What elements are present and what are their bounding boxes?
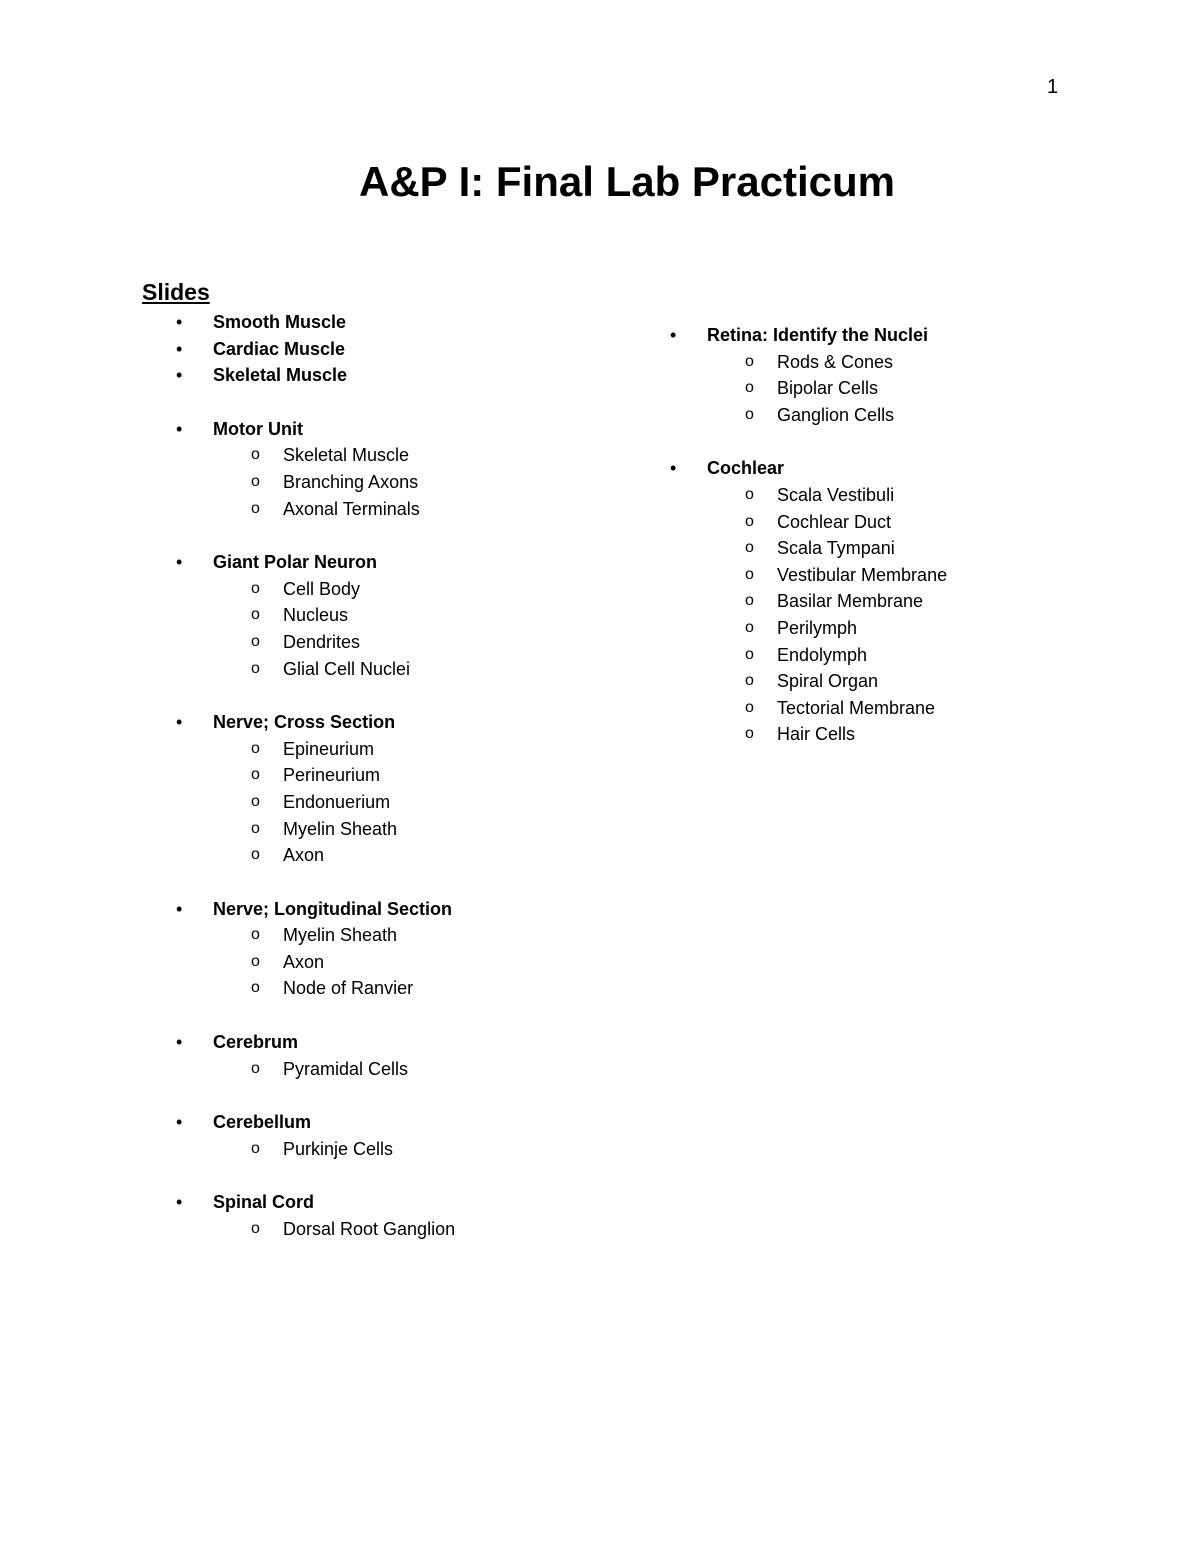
list-item-label: Cerebellum xyxy=(213,1112,312,1133)
bullet-icon: • xyxy=(176,1112,183,1133)
sub-list-item-tectorial-membrane xyxy=(666,695,947,722)
list-spacer xyxy=(666,428,947,455)
sub-list-item-purkinje-cells xyxy=(172,1136,455,1163)
sub-list-item-myelin-sheath xyxy=(172,922,455,949)
sub-list-item-label: Nucleus xyxy=(283,605,349,626)
list-item-label: Nerve; Cross Section xyxy=(213,712,396,733)
bullet-icon: • xyxy=(670,458,677,479)
sub-list-item-label: Dendrites xyxy=(283,631,361,652)
sub-bullet-icon: o xyxy=(745,352,754,370)
sub-list-item-epineurium xyxy=(172,736,455,763)
sub-list-item-label: Rods & Cones xyxy=(777,351,894,372)
sub-list-item-perilymph xyxy=(666,615,947,642)
list-spacer xyxy=(172,389,455,416)
sub-bullet-icon: o xyxy=(251,579,260,597)
sub-bullet-icon: o xyxy=(745,592,754,610)
sub-list-item-endonuerium xyxy=(172,789,455,816)
bullet-icon: • xyxy=(176,898,183,919)
list-item-motor-unit xyxy=(172,416,455,443)
sub-bullet-icon: o xyxy=(251,846,260,864)
list-item-nerve-cross-section xyxy=(172,709,455,736)
sub-list-item-perineurium xyxy=(172,762,455,789)
list-item-label: Cochlear xyxy=(707,458,785,479)
list-item-giant-polar-neuron xyxy=(172,549,455,576)
list-item-skeletal-muscle xyxy=(172,362,455,389)
sub-list-item-label: Axonal Terminals xyxy=(283,498,420,519)
sub-list-item-scala-vestibuli xyxy=(666,482,947,509)
sub-list-item-label: Skeletal Muscle xyxy=(283,445,410,466)
sub-bullet-icon: o xyxy=(745,539,754,557)
sub-bullet-icon: o xyxy=(251,472,260,490)
right-column-list xyxy=(666,322,947,748)
sub-bullet-icon: o xyxy=(745,565,754,583)
list-spacer xyxy=(172,1002,455,1029)
sub-list-item-label: Perineurium xyxy=(283,765,381,786)
sub-list-item-label: Branching Axons xyxy=(283,471,419,492)
sub-list-item-label: Myelin Sheath xyxy=(283,818,398,839)
sub-list-item-label: Scala Vestibuli xyxy=(777,484,895,505)
sub-list-item-spiral-organ xyxy=(666,668,947,695)
sub-list-item-label: Purkinje Cells xyxy=(283,1138,394,1159)
sub-list-item-vestibular-membrane xyxy=(666,562,947,589)
sub-list-item-label: Basilar Membrane xyxy=(777,591,924,612)
sub-bullet-icon: o xyxy=(745,405,754,423)
sub-list-item-node-of-ranvier xyxy=(172,975,455,1002)
sub-bullet-icon: o xyxy=(745,698,754,716)
sub-list-item-scala-tympani xyxy=(666,535,947,562)
sub-list-item-label: Cell Body xyxy=(283,578,361,599)
list-spacer xyxy=(172,1082,455,1109)
page-number: 1 xyxy=(1047,76,1059,98)
sub-list-item-cell-body xyxy=(172,576,455,603)
sub-list-item-branching-axons xyxy=(172,469,455,496)
sub-list-item-label: Glial Cell Nuclei xyxy=(283,658,411,679)
sub-list-item-label: Vestibular Membrane xyxy=(777,564,948,585)
list-item-cerebrum xyxy=(172,1029,455,1056)
sub-bullet-icon: o xyxy=(745,645,754,663)
sub-bullet-icon: o xyxy=(251,739,260,757)
sub-bullet-icon: o xyxy=(745,672,754,690)
sub-list-item-basilar-membrane xyxy=(666,588,947,615)
list-item-label: Cardiac Muscle xyxy=(213,338,346,359)
bullet-icon: • xyxy=(176,712,183,733)
document-title: A&P I: Final Lab Practicum xyxy=(358,158,895,205)
sub-list-item-label: Perilymph xyxy=(777,617,858,638)
sub-bullet-icon: o xyxy=(745,725,754,743)
list-item-cerebellum xyxy=(172,1109,455,1136)
sub-bullet-icon: o xyxy=(745,512,754,530)
sub-list-item-label: Hair Cells xyxy=(777,724,856,745)
bullet-icon: • xyxy=(176,1032,183,1053)
list-item-cochlear xyxy=(666,455,947,482)
bullet-icon: • xyxy=(670,325,677,345)
sub-list-item-endolymph xyxy=(666,642,947,669)
sub-list-item-skeletal-muscle xyxy=(172,442,455,469)
sub-list-item-nucleus xyxy=(172,602,455,629)
sub-bullet-icon: o xyxy=(251,1059,260,1077)
list-item-spinal-cord xyxy=(172,1189,455,1216)
sub-bullet-icon: o xyxy=(251,659,260,677)
sub-list-item-myelin-sheath xyxy=(172,816,455,843)
list-spacer xyxy=(172,522,455,549)
sub-list-item-label: Endonuerium xyxy=(283,791,391,812)
sub-list-item-label: Myelin Sheath xyxy=(283,925,398,946)
list-spacer xyxy=(172,682,455,709)
list-item-label: Skeletal Muscle xyxy=(213,365,348,386)
sub-bullet-icon: o xyxy=(251,632,260,650)
list-item-label: Cerebrum xyxy=(213,1032,299,1053)
sub-list-item-rods-cones xyxy=(666,349,947,376)
list-item-label: Motor Unit xyxy=(213,418,303,439)
sub-bullet-icon: o xyxy=(251,819,260,837)
sub-bullet-icon: o xyxy=(251,926,260,944)
sub-list-item-label: Scala Tympani xyxy=(777,538,895,559)
sub-bullet-icon: o xyxy=(251,1139,260,1157)
sub-list-item-label: Axon xyxy=(283,845,325,866)
sub-bullet-icon: o xyxy=(745,379,754,397)
bullet-icon: • xyxy=(176,312,183,332)
sub-list-item-label: Node of Ranvier xyxy=(283,978,414,999)
left-column-list xyxy=(172,309,455,1243)
sub-list-item-dendrites xyxy=(172,629,455,656)
sub-bullet-icon: o xyxy=(251,446,260,464)
sub-list-item-label: Cochlear Duct xyxy=(777,511,892,532)
sub-bullet-icon: o xyxy=(745,618,754,636)
sub-list-item-label: Tectorial Membrane xyxy=(777,697,936,718)
sub-bullet-icon: o xyxy=(251,952,260,970)
sub-bullet-icon: o xyxy=(251,979,260,997)
list-item-cardiac-muscle xyxy=(172,336,455,363)
sub-list-item-label: Dorsal Root Ganglion xyxy=(283,1219,456,1240)
sub-bullet-icon: o xyxy=(251,792,260,810)
sub-list-item-glial-cell-nuclei xyxy=(172,656,455,683)
list-item-label: Giant Polar Neuron xyxy=(213,552,378,573)
bullet-icon: • xyxy=(176,418,183,439)
list-item-label: Nerve; Longitudinal Section xyxy=(213,898,453,919)
sub-list-item-label: Pyramidal Cells xyxy=(283,1058,409,1079)
list-spacer xyxy=(172,1162,455,1189)
list-item-nerve-longitudinal-section xyxy=(172,896,455,923)
list-item-label: Retina: Identify the Nuclei xyxy=(707,325,929,345)
sub-list-item-label: Spiral Organ xyxy=(777,671,879,692)
sub-bullet-icon: o xyxy=(745,485,754,503)
bullet-icon: • xyxy=(176,338,183,359)
sub-bullet-icon: o xyxy=(251,1220,260,1238)
bullet-icon: • xyxy=(176,1192,183,1213)
bullet-icon: • xyxy=(176,365,183,386)
sub-list-item-cochlear-duct xyxy=(666,509,947,536)
sub-list-item-label: Ganglion Cells xyxy=(777,404,895,425)
sub-list-item-axon xyxy=(172,949,455,976)
sub-list-item-pyramidal-cells xyxy=(172,1056,455,1083)
sub-list-item-axon xyxy=(172,842,455,869)
sub-bullet-icon: o xyxy=(251,766,260,784)
sub-list-item-ganglion-cells xyxy=(666,402,947,429)
sub-list-item-label: Endolymph xyxy=(777,644,868,665)
sub-list-item-label: Bipolar Cells xyxy=(777,378,879,399)
sub-list-item-axonal-terminals xyxy=(172,496,455,523)
sub-bullet-icon: o xyxy=(251,499,260,517)
bullet-icon: • xyxy=(176,552,183,573)
list-item-label: Smooth Muscle xyxy=(213,312,347,332)
sub-list-item-label: Axon xyxy=(283,951,325,972)
sub-bullet-icon: o xyxy=(251,606,260,624)
list-spacer xyxy=(172,869,455,896)
list-item-retina-identify-the-nuclei xyxy=(666,322,947,349)
sub-list-item-dorsal-root-ganglion xyxy=(172,1216,455,1243)
sub-list-item-bipolar-cells xyxy=(666,375,947,402)
sub-list-item-hair-cells xyxy=(666,721,947,748)
section-heading-slides: Slides xyxy=(142,279,210,305)
list-item-smooth-muscle xyxy=(172,309,455,336)
sub-list-item-label: Epineurium xyxy=(283,738,375,759)
list-item-label: Spinal Cord xyxy=(213,1192,315,1213)
